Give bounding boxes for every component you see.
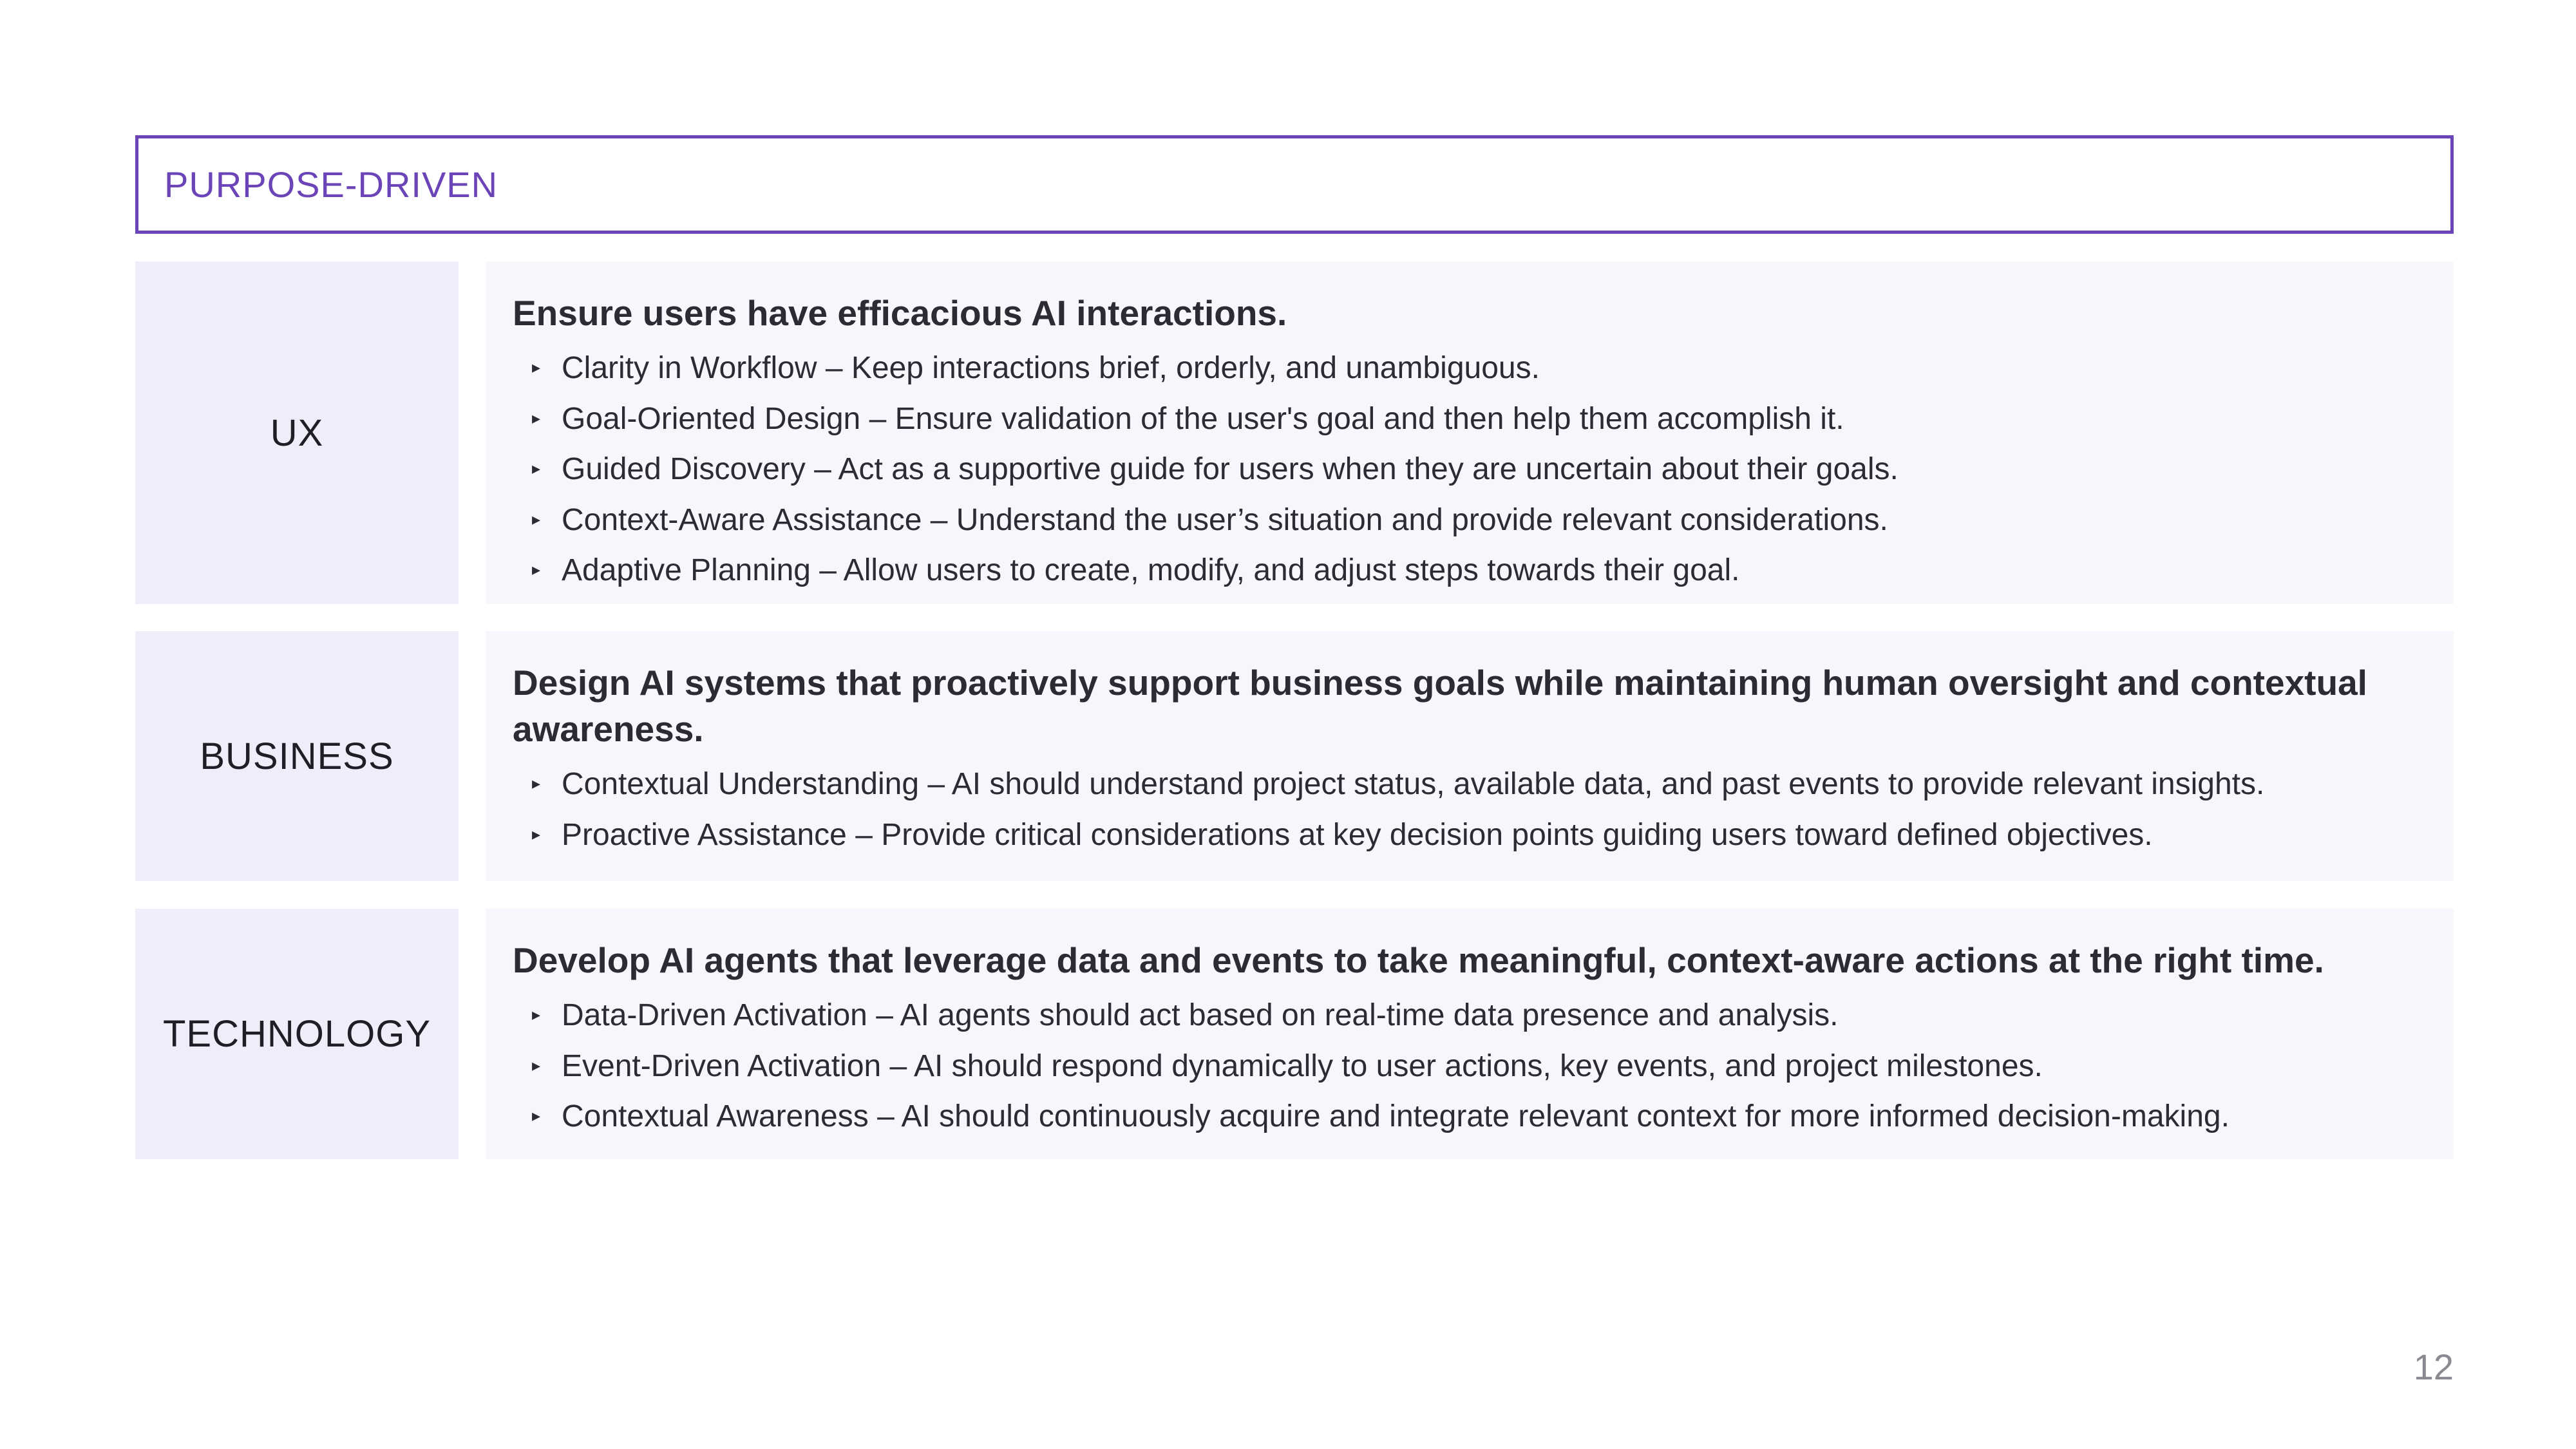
bullet-text: Contextual Awareness – AI should continuously acquire and integrate relevant context for more informed decision-making. — [562, 1099, 2230, 1133]
row-business — [135, 631, 2454, 881]
content-title-technology: Develop AI agents that leverage data and events to take meaningful, context-aware actions at the right time. — [513, 940, 2324, 980]
list-item — [513, 992, 2428, 1043]
bullet-list-ux — [513, 345, 2428, 598]
category-cell-business — [135, 631, 459, 881]
content-cell-business — [486, 631, 2454, 881]
bullet-list-business — [513, 761, 2428, 862]
content-title-business: Design AI systems that proactively support business goals while maintaining human oversight and contextual awareness. — [513, 663, 2367, 749]
bullet-arrow-icon: ▸ — [532, 509, 541, 529]
section-title: PURPOSE-DRIVEN — [164, 164, 498, 205]
bullet-arrow-icon: ▸ — [532, 408, 541, 428]
category-cell-ux — [135, 261, 459, 604]
bullet-text: Adaptive Planning – Allow users to create, modify, and adjust steps towards their goal. — [562, 553, 1740, 587]
list-item — [513, 1094, 2428, 1144]
category-label-technology: TECHNOLOGY — [162, 1013, 431, 1055]
bullet-text: Context-Aware Assistance – Understand the user’s situation and provide relevant considerations. — [562, 502, 1888, 537]
list-item — [513, 345, 2428, 396]
bullet-arrow-icon: ▸ — [532, 1106, 541, 1125]
bullet-arrow-icon: ▸ — [532, 357, 541, 377]
list-item — [513, 396, 2428, 447]
bullet-text: Contextual Understanding – AI should understand project status, available data, and past events to provide relevant insights. — [562, 767, 2265, 801]
category-cell-technology — [135, 909, 459, 1159]
section-header — [135, 135, 2454, 234]
page-number: 12 — [2413, 1347, 2454, 1387]
category-label-ux: UX — [270, 412, 324, 454]
bullet-text: Data-Driven Activation – AI agents should act based on real-time data presence and analysis. — [562, 998, 1839, 1032]
list-item — [513, 812, 2428, 863]
content-title-ux: Ensure users have efficacious AI interactions. — [513, 293, 1287, 333]
list-item — [513, 446, 2428, 497]
content-cell-technology — [486, 909, 2454, 1159]
content-cell-ux — [486, 261, 2454, 604]
list-item — [513, 497, 2428, 548]
row-ux — [135, 261, 2454, 604]
bullet-text: Goal-Oriented Design – Ensure validation of the user's goal and then help them accomplish it. — [562, 401, 1844, 436]
bullet-arrow-icon: ▸ — [532, 773, 541, 793]
bullet-text: Event-Driven Activation – AI should respond dynamically to user actions, key events, and project milestones. — [562, 1048, 2043, 1083]
bullet-text: Clarity in Workflow – Keep interactions brief, orderly, and unambiguous. — [562, 351, 1540, 385]
bullet-arrow-icon: ▸ — [532, 824, 541, 844]
list-item — [513, 1043, 2428, 1094]
bullet-arrow-icon: ▸ — [532, 1055, 541, 1075]
list-item — [513, 761, 2428, 812]
bullet-arrow-icon: ▸ — [532, 459, 541, 478]
bullet-text: Guided Discovery – Act as a supportive guide for users when they are uncertain about their goals. — [562, 452, 1899, 486]
list-item — [513, 547, 2428, 598]
bullet-text: Proactive Assistance – Provide critical considerations at key decision points guiding users toward defined objectives. — [562, 817, 2153, 852]
bullet-arrow-icon: ▸ — [532, 560, 541, 579]
category-label-business: BUSINESS — [200, 735, 394, 777]
bullet-arrow-icon: ▸ — [532, 1005, 541, 1024]
row-technology — [135, 909, 2454, 1159]
bullet-list-technology — [513, 992, 2428, 1144]
